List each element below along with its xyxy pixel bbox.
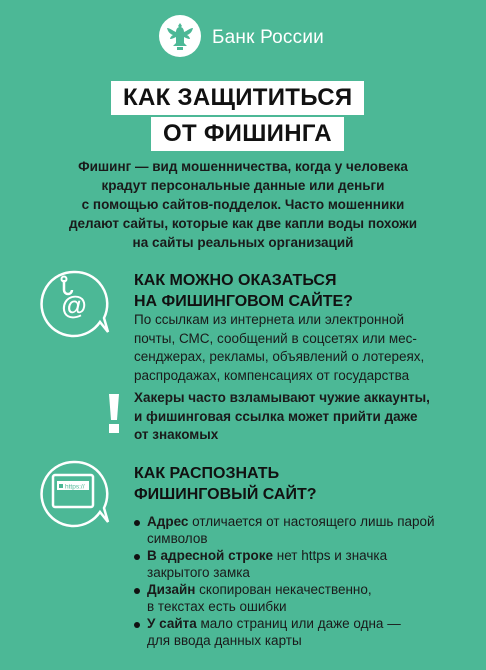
browser-window-icon (38, 458, 110, 530)
page-title-line-2: ОТ ФИШИНГА (151, 117, 344, 151)
list-item-text: для ввода данных карты (147, 632, 302, 648)
list-item-text: мало страниц или даже одна — (196, 616, 401, 631)
phishing-signs-list (134, 514, 464, 650)
list-item-text: символов (147, 530, 208, 546)
bullet-dot-icon (134, 520, 140, 526)
section1-body-line: почты, СМС, сообщений в соцсетях или мес- (134, 330, 417, 346)
bank-of-russia-logo-icon (158, 14, 202, 58)
intro-line: с помощью сайтов-подделок. Часто мошенники (81, 197, 405, 212)
list-item-text: скопирован некачественно, (195, 582, 372, 597)
list-item-text: отличается от настоящего лишь парой (188, 514, 435, 529)
section1-title (134, 270, 414, 312)
list-item (134, 514, 464, 547)
phishing-hook-at-icon (38, 268, 110, 340)
intro-line: Фишинг — вид мошенничества, когда у человека (78, 159, 408, 174)
list-item-bold: У сайта (147, 616, 197, 631)
svg-text:@: @ (61, 290, 87, 320)
section1-body-line: По ссылкам из интернета или электронной (134, 312, 405, 327)
warning-line: и фишинговая ссылка может прийти даже (134, 408, 418, 424)
intro-text (50, 157, 436, 252)
section2-title-line: ФИШИНГОВЫЙ САЙТ? (134, 486, 317, 503)
section2-title-line: КАК РАСПОЗНАТЬ (134, 465, 280, 482)
list-item (134, 582, 464, 615)
bullet-dot-icon (134, 588, 140, 594)
section1-body (134, 311, 464, 385)
browser-url-label: https:// (65, 483, 85, 491)
bullet-dot-icon (134, 554, 140, 560)
bullet-dot-icon (134, 622, 140, 628)
list-item-bold: В адресной строке (147, 548, 273, 563)
list-item-text: нет https и значка (273, 548, 388, 563)
list-item (134, 548, 464, 581)
list-item-text: в текстах есть ошибки (147, 598, 287, 614)
page-title-line-1: КАК ЗАЩИТИТЬСЯ (111, 81, 364, 115)
intro-line: делают сайты, которые как две капли воды похожи (68, 216, 418, 231)
list-item-bold: Адрес (147, 514, 189, 529)
warning-text (134, 389, 464, 445)
section1-title-line: КАК МОЖНО ОКАЗАТЬСЯ (134, 272, 337, 289)
warning-line: Хакеры часто взламывают чужие аккаунты, (134, 390, 430, 405)
section2-title (134, 463, 414, 505)
exclamation-icon (105, 392, 123, 434)
header (0, 14, 486, 62)
section1-body-line: сенджерах, рекламы, объявлений о лотереях, (134, 349, 425, 364)
list-item-text: закрытого замка (147, 564, 250, 580)
section1-title-line: НА ФИШИНГОВОМ САЙТЕ? (134, 293, 353, 310)
section1-body-line: распродажах, компенсациях от государства (134, 367, 410, 383)
list-item-bold: Дизайн (147, 582, 196, 597)
list-item (134, 616, 464, 649)
intro-line: крадут персональные данные или деньги (101, 178, 385, 193)
brand-name: Банк России (212, 27, 324, 48)
intro-line: на сайты реальных организаций (132, 235, 354, 250)
warning-line: от знакомых (134, 427, 219, 442)
